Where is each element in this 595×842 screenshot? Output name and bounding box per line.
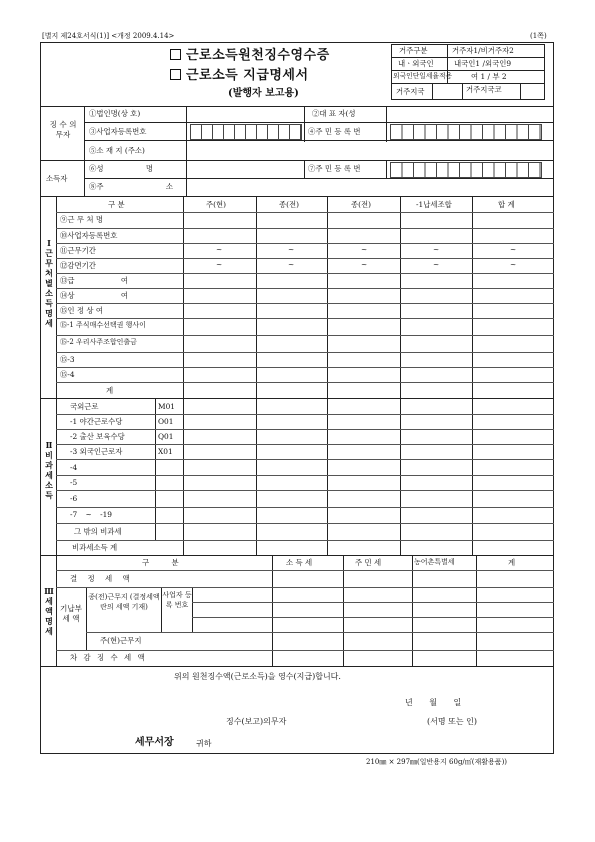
diff-tax-label: 차 감 징 수 세 액 — [70, 653, 145, 662]
tilde-mark: ~ — [216, 260, 223, 269]
determined-tax-label: 결 정 세 액 — [70, 574, 130, 583]
nontax-row-label: -6 — [70, 494, 78, 503]
representative-label: ②대 표 자(성 — [312, 109, 356, 118]
country-code-label: 거주지국코 — [466, 85, 502, 94]
row-stock-option: ⑮-1 주식매수선택권 행사이 — [60, 321, 146, 329]
title-issuer: (발행자 보고용) — [228, 88, 299, 99]
tax-col-category: 구 분 — [142, 558, 179, 567]
company-name-label: ①법인명(상 호) — [89, 109, 141, 118]
tilde-mark: ~ — [288, 245, 295, 254]
current-work-label: 주(현)근무지 — [100, 636, 142, 645]
tilde-mark: ~ — [288, 260, 295, 269]
nontax-row-label: -1 야간근로수당 — [70, 417, 123, 426]
prepaid-tax-label: 기납부 세 액 — [59, 604, 82, 623]
col-header-total: 합 계 — [498, 200, 515, 209]
title-receipt: 근로소득원천징수영수증 — [170, 49, 330, 62]
page-label: (1쪽) — [530, 32, 547, 40]
col-header-prior1: 종(전) — [279, 200, 300, 209]
issue-date: 년 월 일 — [405, 698, 462, 707]
tilde-mark: ~ — [433, 260, 440, 269]
nontax-total-label: 비과세소득 계 — [72, 543, 118, 552]
nationality-label: 내ㆍ외국인 — [398, 59, 434, 68]
checkbox-icon[interactable] — [170, 69, 181, 80]
row-work-period: ⑪근무기간 — [60, 246, 96, 255]
col-header-category: 구 분 — [108, 200, 125, 209]
tax-col-total: 계 — [508, 558, 516, 567]
paper-spec: 210㎜ × 297㎜(일반용지 60g/㎡(재활용품)) — [366, 758, 508, 766]
earner-resident-no-label: ⑦주 민 등 록 번 — [308, 164, 361, 173]
row-subtotal: 계 — [106, 386, 114, 395]
earner-name-label: ⑥성 명 — [89, 164, 154, 173]
nontax-row-label: 그 밖의 비과세 — [74, 527, 122, 536]
nontax-row-label: -7 ~ -19 — [70, 510, 112, 519]
section2-label: Ⅱ 비과세소득 — [45, 440, 53, 500]
tilde-mark: ~ — [433, 245, 440, 254]
col-header-tax-union: -1납세조합 — [416, 200, 452, 209]
tilde-mark: ~ — [361, 245, 368, 254]
flat-rate-value: 여 1 / 부 2 — [471, 72, 507, 81]
tax-office-label: 세무서장 — [135, 737, 174, 748]
country-label: 거주지국 — [396, 87, 425, 96]
receipt-statement: 위의 원천징수액(근로소득)을 영수(지급)합니다. — [174, 672, 341, 681]
tilde-mark: ~ — [361, 260, 368, 269]
business-no-boxes[interactable] — [190, 124, 302, 140]
form-number: [별지 제24호서식(1)] <개정 2009.4.14> — [42, 32, 175, 40]
biz-reg-no-label: 사업자 등록 번호 — [162, 591, 192, 609]
checkbox-icon[interactable] — [170, 49, 181, 60]
row-reduction-period: ⑫감면기간 — [60, 261, 96, 270]
nontax-row-label: -3 외국인근로자 — [70, 447, 123, 456]
nontax-row-code: Q01 — [158, 432, 174, 441]
row-bonus: ⑭상 여 — [60, 291, 129, 300]
payer-resident-no-boxes[interactable] — [390, 124, 542, 140]
payer-section-label: 징 수 의무자 — [49, 120, 77, 139]
tax-col-rural-tax: 농어촌특별세 — [414, 558, 455, 566]
tax-col-income-tax: 소 득 세 — [286, 558, 313, 567]
nontax-row-label: 국외근로 — [70, 402, 99, 411]
section3-label: Ⅲ 세액명세 — [44, 586, 54, 636]
residency-label: 거주구분 — [399, 46, 428, 55]
tilde-mark: ~ — [510, 260, 517, 269]
row-salary: ⑬급 여 — [60, 276, 129, 285]
row-15-3: ⑮-3 — [60, 355, 75, 364]
section1-label: Ⅰ 근무처별소득명세 — [45, 238, 53, 328]
nontax-row-label: -4 — [70, 463, 78, 472]
business-no-label: ③사업자등록번호 — [89, 127, 147, 136]
row-workplace: ⑨근 무 처 명 — [60, 215, 103, 224]
row-esop-withdrawal: ⑮-2 우리사주조합인출금 — [60, 338, 137, 346]
title-statement: 근로소득 지급명세서 — [170, 69, 309, 82]
nationality-value: 내국인1 /외국인9 — [454, 59, 512, 68]
earner-resident-no-boxes[interactable] — [390, 162, 542, 178]
nontax-row-code: M01 — [158, 402, 175, 411]
residency-value: 거주자1/비거주자2 — [452, 46, 514, 55]
col-header-prior2: 종(전) — [351, 200, 372, 209]
col-header-current: 주(현) — [206, 200, 227, 209]
row-business-no: ⑩사업자등록번호 — [60, 231, 118, 240]
nontax-row-code: X01 — [158, 447, 173, 456]
flat-rate-label: 외국인단일세율적용 — [393, 72, 453, 80]
row-15-4: ⑮-4 — [60, 370, 75, 379]
row-recognized-bonus: ⑮인 정 상 여 — [60, 306, 103, 315]
payer-sign-label: 징수(보고)의무자 — [226, 717, 287, 726]
payer-address-label: ⑤소 재 지 (주소) — [89, 146, 145, 155]
tilde-mark: ~ — [510, 245, 517, 254]
earner-section-label: 소득자 — [46, 174, 68, 183]
nontax-row-label: -5 — [70, 478, 78, 487]
tax-col-resident-tax: 주 민 세 — [355, 558, 382, 567]
payer-resident-no-label: ④주 민 등 록 번 — [308, 127, 361, 136]
earner-address-label: ⑧주 소 — [89, 182, 174, 191]
signature-label: (서명 또는 인) — [427, 717, 477, 726]
nontax-row-code: O01 — [158, 417, 174, 426]
nontax-row-label: -2 출산 보육수당 — [70, 432, 125, 441]
tilde-mark: ~ — [216, 245, 223, 254]
prior-work-label: 종(전)근무지 (결정세액란의 세액 기재) — [88, 593, 160, 611]
honorific-label: 귀하 — [196, 739, 212, 748]
